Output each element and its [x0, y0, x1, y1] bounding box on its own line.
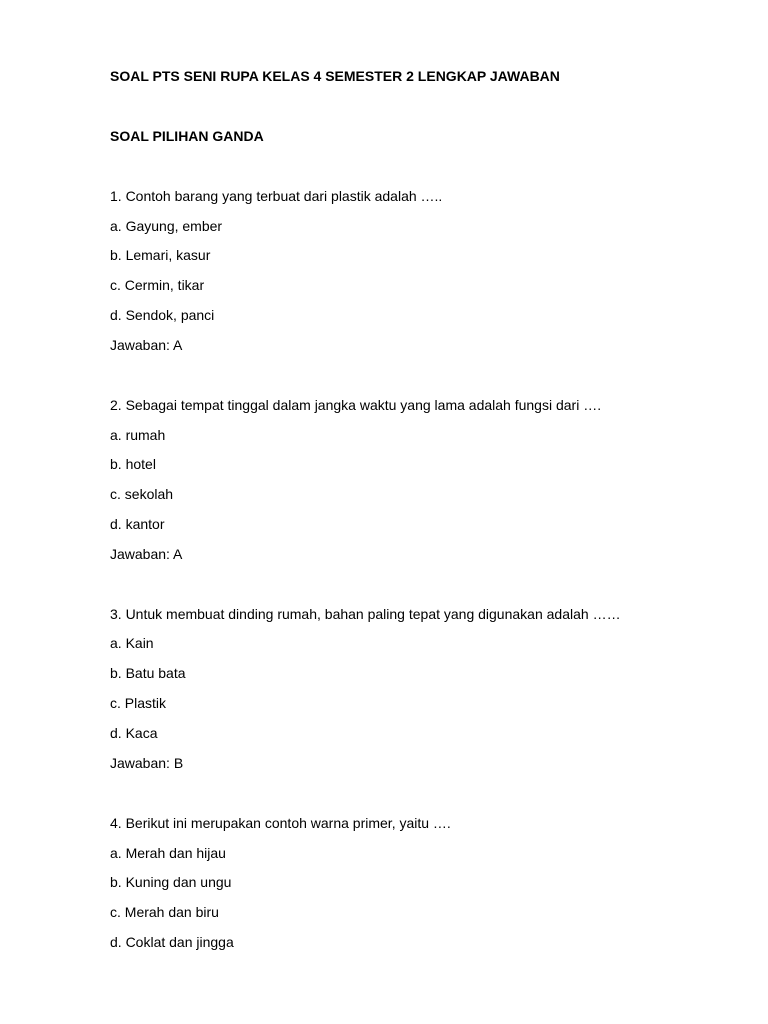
question-4-option-a: a. Merah dan hijau [110, 845, 226, 861]
question-2-option-a: a. rumah [110, 427, 166, 443]
question-4-text: 4. Berikut ini merupakan contoh warna primer, yaitu …. [110, 815, 451, 831]
question-3-option-d: d. Kaca [110, 725, 158, 741]
question-1-option-d: d. Sendok, panci [110, 307, 215, 323]
question-1-option-c: c. Cermin, tikar [110, 277, 205, 293]
question-1-option-a: a. Gayung, ember [110, 218, 223, 234]
question-3-answer: Jawaban: B [110, 755, 184, 771]
question-2-option-b: b. hotel [110, 456, 156, 472]
question-4-option-d: d. Coklat dan jingga [110, 934, 234, 950]
question-3-text: 3. Untuk membuat dinding rumah, bahan paling tepat yang digunakan adalah …… [110, 606, 621, 622]
question-2-text: 2. Sebagai tempat tinggal dalam jangka waktu yang lama adalah fungsi dari …. [110, 397, 602, 413]
question-1-answer: Jawaban: A [110, 337, 183, 353]
question-4-option-c: c. Merah dan biru [110, 904, 219, 920]
question-2-answer: Jawaban: A [110, 546, 183, 562]
question-1-text: 1. Contoh barang yang terbuat dari plastik adalah ….. [110, 188, 443, 204]
question-2-option-c: c. sekolah [110, 486, 174, 502]
question-3-option-a: a. Kain [110, 635, 154, 651]
question-3-option-c: c. Plastik [110, 695, 167, 711]
question-2-option-d: d. kantor [110, 516, 165, 532]
question-3-option-b: b. Batu bata [110, 665, 186, 681]
question-4-option-b: b. Kuning dan ungu [110, 874, 232, 890]
section-heading: SOAL PILIHAN GANDA [110, 128, 264, 144]
document-title: SOAL PTS SENI RUPA KELAS 4 SEMESTER 2 LENGKAP JAWABAN [110, 68, 560, 84]
question-1-option-b: b. Lemari, kasur [110, 247, 211, 263]
